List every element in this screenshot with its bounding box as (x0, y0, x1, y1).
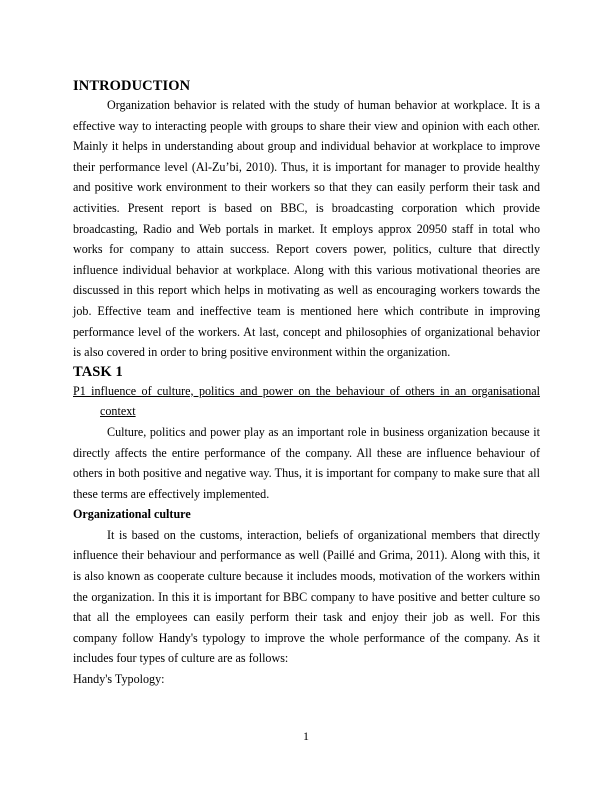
organizational-culture-paragraph: It is based on the customs, interaction, beliefs of organizational members that directly influence their behaviour and performance as well (Paillé and Grima, 2011). Along with this, it is also known as cooperate culture because it includes moods, motivation of the workers within the organization. In this it is important for BBC company to have positive and better culture so that all the employees can easily perform their task and enjoy their job as well. For this company follow Handy's typology to improve the whole performance of the company. As it includes four types of culture are as follows: (73, 527, 540, 666)
p1-subheading: P1 influence of culture, politics and power on the behaviour of others in an organisational context (73, 383, 540, 419)
task-1-heading: TASK 1 (73, 363, 123, 380)
task-1-paragraph: Culture, politics and power play as an important role in business organization because it directly affects the entire performance of the company. All these are influence behaviour of others in both positive and negative way. Thus, it is important for company to make sure that all these terms are effectively implemented. (73, 424, 540, 501)
handys-typology-label: Handy's Typology: (73, 672, 165, 687)
page-content (73, 77, 540, 690)
introduction-paragraph: Organization behavior is related with the study of human behavior at workplace. It is a effective way to interacting people with groups to share their view and opinion with each other. Mainly it helps in understanding about group and individual behavior at workplace to improve their performance level (Al-Zu’bi, 2010). Thus, it is important for manager to provide healthy and positive work environment to their workers so that they can easily perform their task and activities. Present report is based on BBC, is broadcasting corporation which provide broadcasting, Radio and Web portals in market. It employs approx 20950 staff in total who works for company to attain success. Report covers power, politics, culture that directly influence individual behavior at workplace. Along with this various motivational theories are discussed in this report which helps in motivating as well as encouraging workers towards the job. Effective team and ineffective team is mentioned here which contribute in improving performance level of the workers. At last, concept and philosophies of organizational behavior is also covered in order to bring positive environment within the organization. (73, 98, 540, 360)
organizational-culture-heading: Organizational culture (73, 507, 191, 522)
introduction-heading: INTRODUCTION (73, 78, 191, 94)
page-number: 1 (303, 729, 309, 743)
